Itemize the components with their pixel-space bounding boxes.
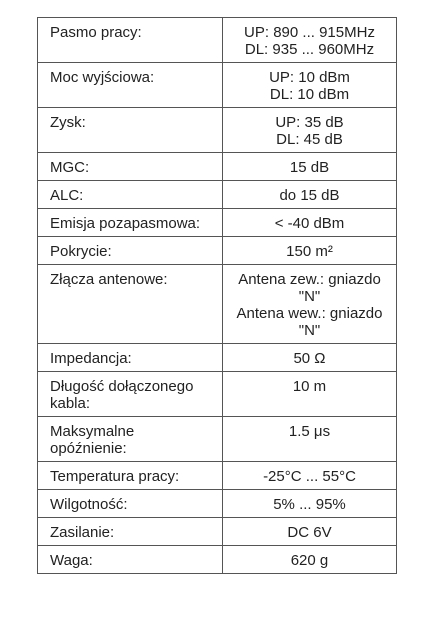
spec-label: Wilgotność: (38, 490, 223, 518)
spec-table (37, 17, 397, 574)
table-row (38, 209, 397, 237)
table-row (38, 108, 397, 153)
spec-value-line: 620 g (290, 552, 329, 569)
spec-label: Zasilanie: (38, 518, 223, 546)
spec-label: Emisja pozapasmowa: (38, 209, 223, 237)
table-row (38, 546, 397, 574)
spec-value-line: 150 m² (286, 243, 333, 260)
spec-value-line: DL: 935 ... 960MHz (244, 41, 375, 58)
spec-value-line: do 15 dB (279, 187, 340, 204)
spec-label: Pokrycie: (38, 237, 223, 265)
spec-value (223, 546, 397, 574)
spec-value (223, 181, 397, 209)
spec-label: MGC: (38, 153, 223, 181)
spec-label: Maksymalne opóźnienie: (38, 417, 223, 462)
spec-value-line: 1.5 μs (288, 423, 331, 440)
spec-value (223, 490, 397, 518)
spec-label: Impedancja: (38, 344, 223, 372)
spec-label: Zysk: (38, 108, 223, 153)
spec-value-line: UP: 10 dBm (269, 69, 350, 86)
spec-value-line: UP: 35 dB (275, 114, 344, 131)
spec-value (223, 462, 397, 490)
spec-value-line: DL: 45 dB (276, 131, 343, 148)
spec-value (223, 518, 397, 546)
spec-value (223, 63, 397, 108)
table-row (38, 265, 397, 344)
spec-value (223, 344, 397, 372)
table-row (38, 490, 397, 518)
spec-value (223, 153, 397, 181)
spec-value (223, 265, 397, 344)
table-row (38, 462, 397, 490)
spec-label: ALC: (38, 181, 223, 209)
spec-value-line: -25°C ... 55°C (263, 468, 356, 485)
table-row (38, 372, 397, 417)
spec-value (223, 209, 397, 237)
table-row (38, 18, 397, 63)
spec-label: Waga: (38, 546, 223, 574)
table-row (38, 344, 397, 372)
spec-label: Pasmo pracy: (38, 18, 223, 63)
spec-value-line: 15 dB (289, 159, 330, 176)
table-row (38, 237, 397, 265)
spec-label: Temperatura pracy: (38, 462, 223, 490)
table-row (38, 518, 397, 546)
table-row (38, 153, 397, 181)
table-row (38, 181, 397, 209)
spec-value-line: UP: 890 ... 915MHz (244, 24, 375, 41)
spec-value (223, 417, 397, 462)
spec-value-line: 10 m (292, 378, 327, 395)
spec-value-line: Antena wew.: gniazdo "N" (236, 305, 383, 339)
spec-value-line: < -40 dBm (274, 215, 345, 232)
spec-label: Złącza antenowe: (38, 265, 223, 344)
spec-value (223, 372, 397, 417)
spec-value (223, 108, 397, 153)
spec-value-line: DC 6V (287, 524, 332, 541)
spec-value (223, 18, 397, 63)
spec-label: Długość dołączonego kabla: (38, 372, 223, 417)
spec-label: Moc wyjściowa: (38, 63, 223, 108)
spec-value (223, 237, 397, 265)
spec-table-body (38, 18, 397, 574)
table-row (38, 417, 397, 462)
table-row (38, 63, 397, 108)
spec-value-line: Antena zew.: gniazdo "N" (238, 271, 381, 305)
spec-value-line: 50 Ω (293, 350, 326, 367)
spec-value-line: 5% ... 95% (273, 496, 346, 513)
spec-value-line: DL: 10 dBm (269, 86, 350, 103)
